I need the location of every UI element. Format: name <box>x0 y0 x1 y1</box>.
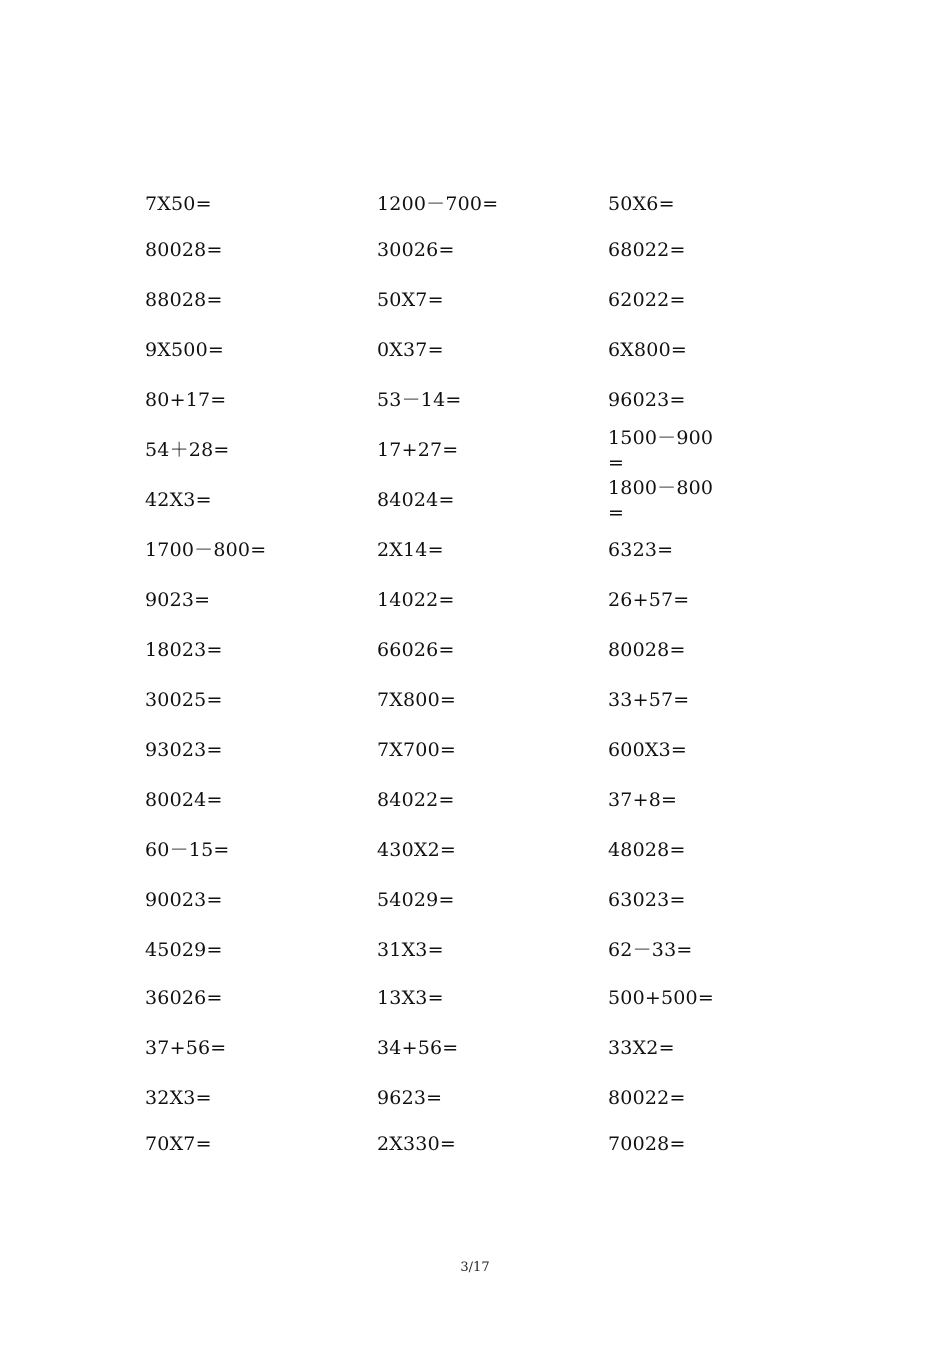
problem-cell: 1700－800= <box>145 539 267 561</box>
problem-cell: 30026= <box>377 239 455 261</box>
problem-cell: 7X800= <box>377 689 456 711</box>
problem-row <box>145 338 785 378</box>
problem-cell: 62022= <box>608 289 686 311</box>
problem-cell: 600X3= <box>608 739 687 761</box>
problem-cell: 9023= <box>145 589 211 611</box>
problem-cell: 68022= <box>608 239 686 261</box>
problem-cell: 2X14= <box>377 539 444 561</box>
problem-cell: 9623= <box>377 1087 443 1109</box>
problem-cell: 37+8= <box>608 789 678 811</box>
problem-cell: 60－15= <box>145 839 230 861</box>
problem-cell: 7X50= <box>145 193 212 215</box>
problem-row <box>145 986 785 1026</box>
problem-cell: 84024= <box>377 489 455 511</box>
problem-cell: 33X2= <box>608 1037 675 1059</box>
problem-cell: 1800－800= <box>608 477 714 524</box>
problem-cell: 6X800= <box>608 339 687 361</box>
problem-row <box>145 938 785 978</box>
problem-cell: 26+57= <box>608 589 690 611</box>
problem-row <box>145 1132 785 1172</box>
problem-cell: 30025= <box>145 689 223 711</box>
problem-cell: 1500－900= <box>608 427 714 474</box>
problem-cell: 50X6= <box>608 193 675 215</box>
problem-cell: 0X37= <box>377 339 444 361</box>
problem-cell: 42X3= <box>145 489 212 511</box>
problem-row <box>145 838 785 878</box>
problem-cell: 36026= <box>145 987 223 1009</box>
problem-cell: 66026= <box>377 639 455 661</box>
problem-row <box>145 1036 785 1076</box>
problem-row <box>145 192 785 232</box>
problem-cell: 88028= <box>145 289 223 311</box>
problem-row <box>145 1086 785 1126</box>
problem-cell: 96023= <box>608 389 686 411</box>
problem-cell: 80028= <box>608 639 686 661</box>
problem-row <box>145 238 785 278</box>
problem-cell: 31X3= <box>377 939 444 961</box>
problem-cell: 53－14= <box>377 389 462 411</box>
problem-row <box>145 638 785 678</box>
problem-row <box>145 888 785 928</box>
problem-cell: 13X3= <box>377 987 444 1009</box>
problem-cell: 34+56= <box>377 1037 459 1059</box>
problem-row <box>145 688 785 728</box>
problem-row <box>145 427 785 478</box>
problem-cell: 63023= <box>608 889 686 911</box>
problem-cell: 37+56= <box>145 1037 227 1059</box>
problem-cell: 62－33= <box>608 939 693 961</box>
problem-cell: 48028= <box>608 839 686 861</box>
problem-row <box>145 588 785 628</box>
problem-cell: 430X2= <box>377 839 456 861</box>
problem-cell: 93023= <box>145 739 223 761</box>
problem-row <box>145 388 785 428</box>
problem-row <box>145 538 785 578</box>
problem-cell: 80022= <box>608 1087 686 1109</box>
problem-cell: 18023= <box>145 639 223 661</box>
problem-cell: 80+17= <box>145 389 227 411</box>
problem-row <box>145 788 785 828</box>
problem-cell: 45029= <box>145 939 223 961</box>
page-number: 3/17 <box>460 1260 490 1275</box>
problem-cell: 84022= <box>377 789 455 811</box>
problem-cell: 7X700= <box>377 739 456 761</box>
problem-cell: 2X330= <box>377 1133 456 1155</box>
problem-cell: 80028= <box>145 239 223 261</box>
problem-row <box>145 477 785 528</box>
problem-cell: 9X500= <box>145 339 224 361</box>
problem-cell: 33+57= <box>608 689 690 711</box>
problem-cell: 14022= <box>377 589 455 611</box>
problem-cell: 54029= <box>377 889 455 911</box>
problem-cell: 90023= <box>145 889 223 911</box>
problem-cell: 50X7= <box>377 289 444 311</box>
problem-cell: 17+27= <box>377 439 459 461</box>
problem-cell: 32X3= <box>145 1087 212 1109</box>
problem-cell: 70X7= <box>145 1133 212 1155</box>
problem-cell: 80024= <box>145 789 223 811</box>
problem-cell: 1200－700= <box>377 193 499 215</box>
problem-row <box>145 288 785 328</box>
problem-cell: 6323= <box>608 539 674 561</box>
problem-cell: 70028= <box>608 1133 686 1155</box>
problem-cell: 54＋28= <box>145 439 230 461</box>
problem-cell: 500+500= <box>608 987 714 1009</box>
problem-row <box>145 738 785 778</box>
